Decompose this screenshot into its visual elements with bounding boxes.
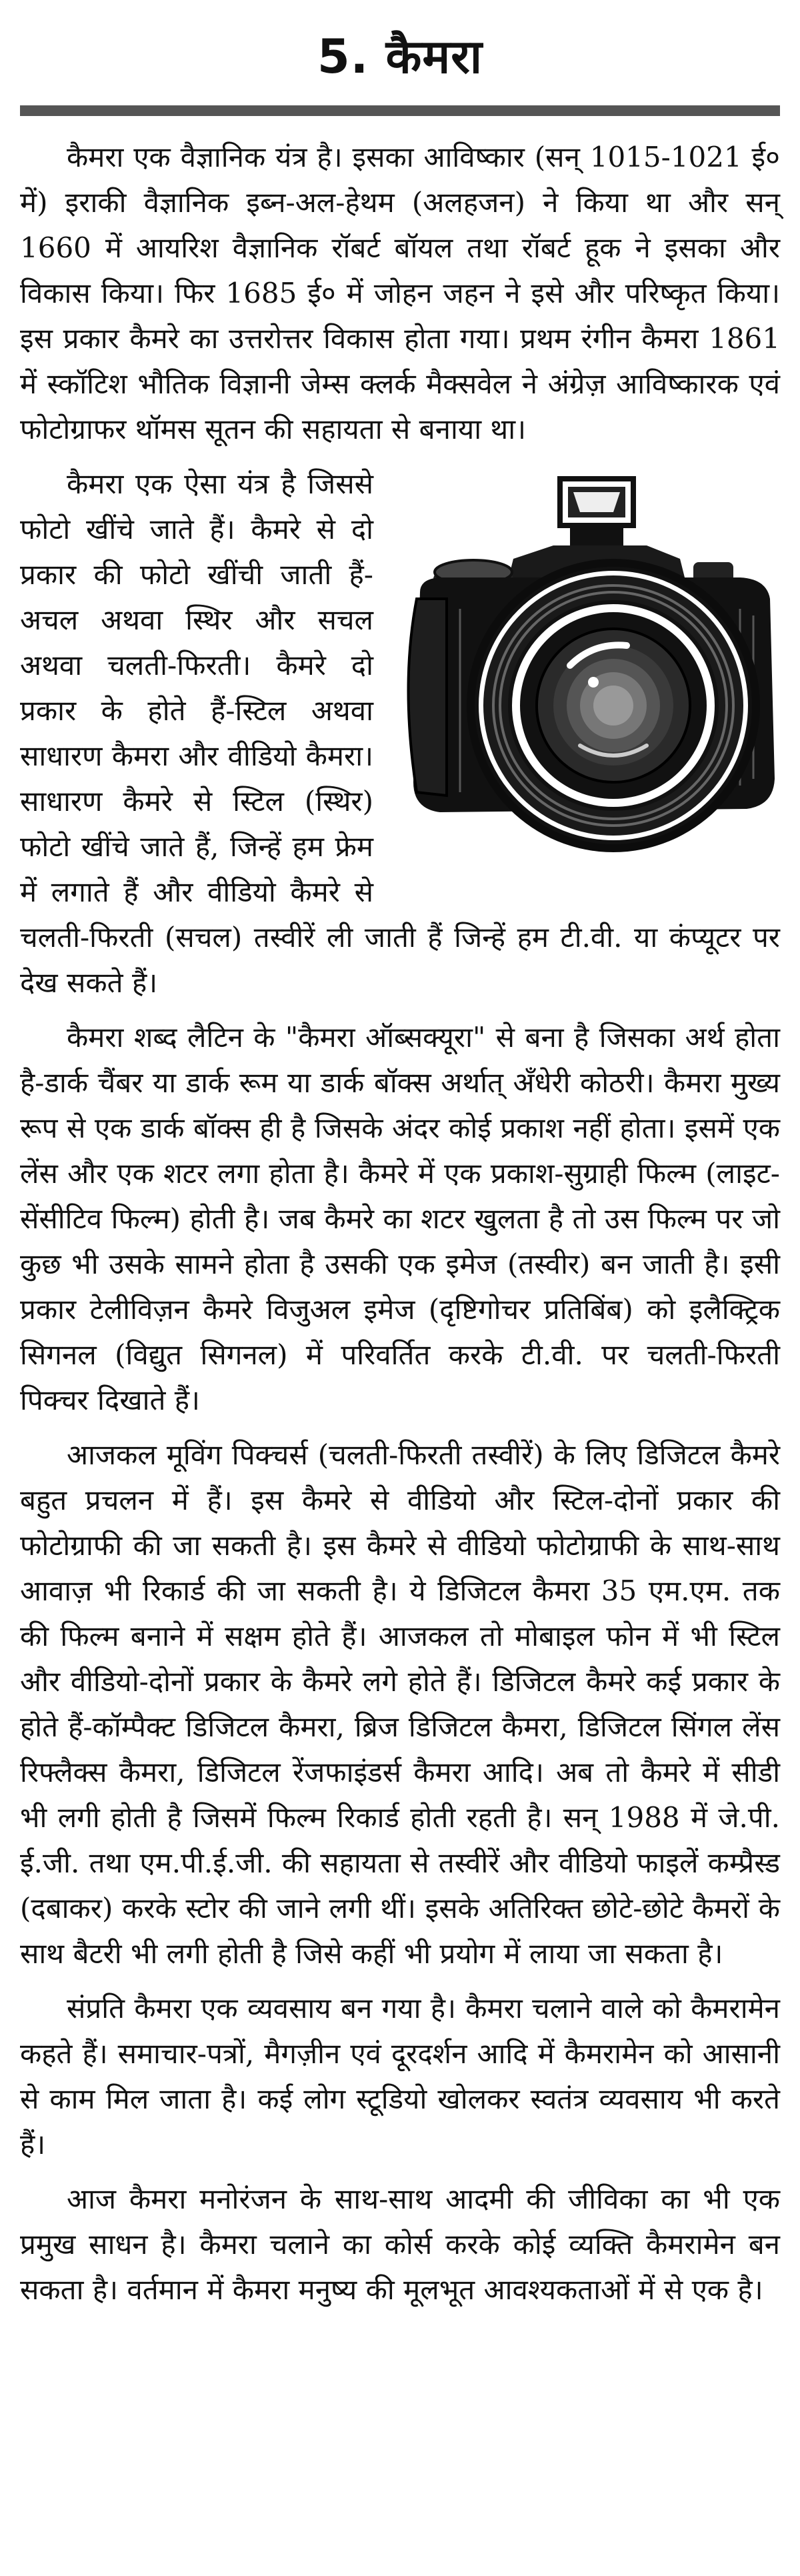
paragraph-history: कैमरा एक वैज्ञानिक यंत्र है। इसका आविष्कार (सन् 1015-1021 ई० में) इराकी वैज्ञानिक इब्न-अल-हेथम (अलहजन) ने किया था और सन् 1660 में आयरिश वैज्ञानिक रॉबर्ट बॉयल तथा रॉबर्ट हूक ने इसका और विकास किया। फिर 1685 ई० में जोहन जहन ने इसे और परिष्कृत किया। इस प्रकार कैमरे का उत्तरोत्तर विकास होता गया। प्रथम रंगीन कैमरा 1861 में स्कॉटिश भौतिक विज्ञानी जेम्स क्लर्क मैक्सवेल ने अंग्रेज़ आविष्कारक एवं फोटोग्राफर थॉमस सूतन की सहायता से बनाया था। [20,141,780,445]
paragraph-camera-types: कैमरा एक ऐसा यंत्र है जिससे फोटो खींचे जाते हैं। कैमरे से दो प्रकार की फोटो खींची जाती हैं-अचल अथवा स्थिर और सचल अथवा चलती-फिरती। कैमरे दो प्रकार के होते हैं-स्टिल अथवा साधारण कैमरा और वीडियो कैमरा। साधारण कैमरे से स्टिल (स्थिर) फोटो खींचे जाते हैं, जिन्हें हम फ्रेम में लगाते हैं और वीडियो कैमरे से चलती-फिरती (सचल) तस्वीरें ली जाती हैं जिन्हें हम टी.वी. या कंप्यूटर पर देख सकते हैं। [20,467,780,999]
paragraph-etymology: कैमरा शब्द लैटिन के "कैमरा ऑब्सक्यूरा" से बना है जिसका अर्थ होता है-डार्क चैंबर या डार्क रूम या डार्क बॉक्स अर्थात् अँधेरी कोठरी। कैमरा मुख्य रूप से एक डार्क बॉक्स ही है जिसके अंदर कोई प्रकाश नहीं होता। इसमें एक लेंस और एक शटर लगा होता है। कैमरे में एक प्रकाश-सुग्राही फिल्म (लाइट-सेंसीटिव फिल्म) होती है। जब कैमरे का शटर खुलता है तो उस फिल्म पर जो कुछ भी उसके सामने होता है उसकी एक इमेज (तस्वीर) बन जाती है। इसी प्रकार टेलीविज़न कैमरे विजुअल इमेज (दृष्टिगोचर प्रतिबिंब) को इलैक्ट्रिक सिगनल (विद्युत सिगनल) में परिवर्तित करके टी.वी. पर चलती-फिरती पिक्चर दिखाते हैं। [20,1021,780,1416]
paragraph-with-illustration [20,461,780,1015]
paragraph-digital-cameras: आजकल मूविंग पिक्चर्स (चलती-फिरती तस्वीरें) के लिए डिजिटल कैमरे बहुत प्रचलन में हैं। इस कैमरे से वीडियो और स्टिल-दोनों प्रकार की फोटोग्राफी की जा सकती है। इस कैमरे से वीडियो फोटोग्राफी के साथ-साथ आवाज़ भी रिकार्ड की जा सकती है। ये डिजिटल कैमरा 35 एम.एम. तक की फिल्म बनाने में सक्षम होते हैं। आजकल तो मोबाइल फोन में भी स्टिल और वीडियो-दोनों प्रकार के कैमरे लगे होते हैं। डिजिटल कैमरे कई प्रकार के होते हैं-कॉम्पैक्ट डिजिटल कैमरा, ब्रिज डिजिटल कैमरा, डिजिटल सिंगल लेंस रिफ्लैक्स कैमरा, डिजिटल रेंजफाइंडर्स कैमरा आदि। अब तो कैमरे में सीडी भी लगी होती है जिसमें फिल्म रिकार्ड होती रहती है। सन् 1988 में जे.पी. ई.जी. तथा एम.पी.ई.जी. की सहायता से तस्वीरें और वीडियो फाइलें कम्प्रैस्ड (दबाकर) करके स्टोर की जाने लगी थीं। इसके अतिरिक्त छोटे-छोटे कैमरों के साथ बैटरी भी लगी होती है जिसे कहीं भी प्रयोग में लाया जा सकता है। [20,1438,780,1970]
page-title: 5. कैमरा [317,29,483,84]
camera-icon [393,465,780,866]
paragraph-conclusion: आज कैमरा मनोरंजन के साथ-साथ आदमी की जीविका का भी एक प्रमुख साधन है। कैमरा चलाने का कोर्स करके कोई व्यक्ति कैमरामेन बन सकता है। वर्तमान में कैमरा मनुष्य की मूलभूत आवश्यकताओं में से एक है। [20,2183,780,2306]
title-divider [20,105,780,116]
paragraph-profession: संप्रति कैमरा एक व्यवसाय बन गया है। कैमरा चलाने वाले को कैमरामेन कहते हैं। समाचार-पत्रों, मैगज़ीन एवं दूरदर्शन आदि में कैमरामेन को आसानी से काम मिल जाता है। कई लोग स्टूडियो खोलकर स्वतंत्र व्यवसाय भी करते हैं। [20,1992,780,2161]
